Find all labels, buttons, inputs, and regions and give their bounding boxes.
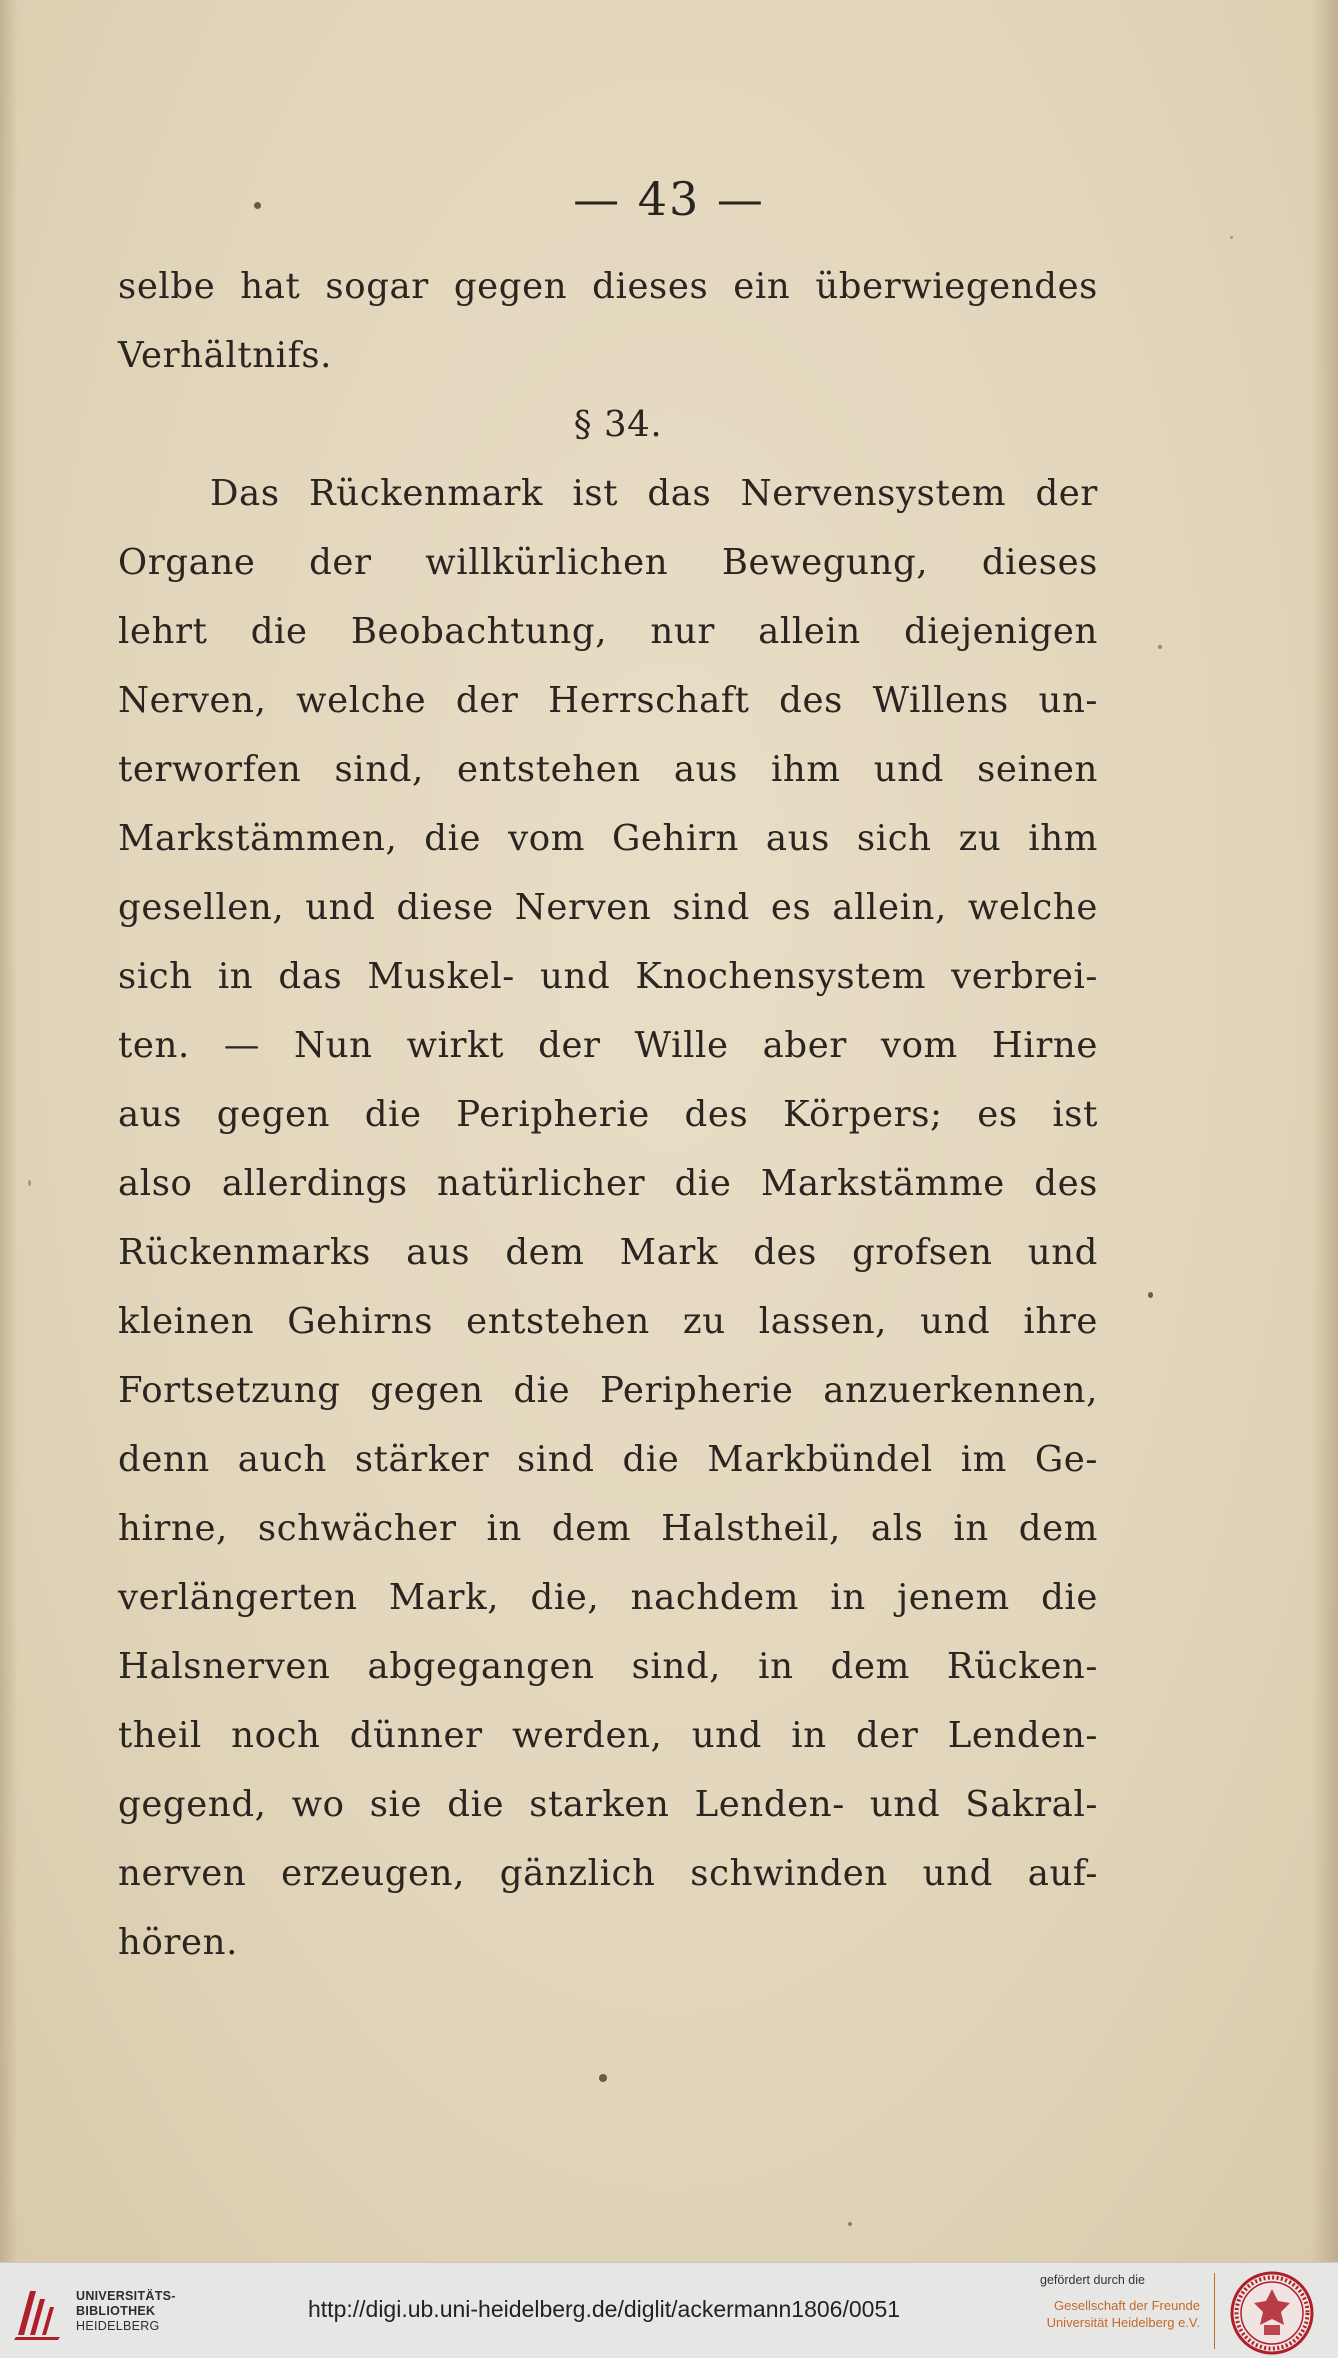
text-line: sich in das Muskel- und Knochensystem verbrei- — [118, 956, 1098, 997]
text-line: theil noch dünner werden, und in der Lenden- — [118, 1715, 1098, 1756]
text-line: Rückenmarks aus dem Mark des grofsen und — [118, 1232, 1098, 1273]
text-line: gesellen, und diese Nerven sind es allein, welche — [118, 887, 1098, 928]
text-line: selbe hat sogar gegen dieses ein überwiegendes — [118, 266, 1098, 307]
text-line: nerven erzeugen, gänzlich schwinden und auf- — [118, 1853, 1098, 1894]
text-line: lehrt die Beobachtung, nur allein diejenigen — [118, 611, 1098, 652]
library-name-line: HEIDELBERG — [76, 2319, 160, 2333]
paper-speck — [254, 202, 261, 209]
text-line: aus gegen die Peripherie des Körpers; es ist — [118, 1094, 1098, 1135]
sponsor-name-line: Gesellschaft der Freunde — [1054, 2298, 1200, 2313]
text-line: Markstämmen, die vom Gehirn aus sich zu ihm — [118, 818, 1098, 859]
text-line: Das Rückenmark ist das Nervensystem der — [210, 473, 1098, 514]
sponsor-divider — [1214, 2273, 1215, 2349]
text-line: verlängerten Mark, die, nachdem in jenem die — [118, 1577, 1098, 1618]
library-name[interactable] — [76, 2289, 176, 2334]
page-right-shadow — [1312, 0, 1338, 2262]
library-name-line: UNIVERSITÄTS- — [76, 2289, 176, 2303]
text-line: denn auch stärker sind die Markbündel im Ge- — [118, 1439, 1098, 1480]
text-line: Fortsetzung gegen die Peripherie anzuerkennen, — [118, 1370, 1098, 1411]
page-left-shadow — [0, 0, 18, 2262]
section-heading: § 34. — [573, 404, 663, 445]
permalink-url[interactable]: http://digi.ub.uni-heidelberg.de/diglit/ackermann1806/0051 — [308, 2296, 901, 2322]
paper-speck — [599, 2074, 607, 2082]
text-line: Organe der willkürlichen Bewegung, dieses — [118, 542, 1098, 583]
text-line: Nerven, welche der Herrschaft des Willens un- — [118, 680, 1098, 721]
text-line: hören. — [118, 1922, 238, 1963]
sponsor-link[interactable] — [1038, 2297, 1200, 2331]
paper-speck — [28, 1180, 31, 1186]
text-line: ten. — Nun wirkt der Wille aber vom Hirne — [118, 1025, 1098, 1066]
text-line: also allerdings natürlicher die Markstämme des — [118, 1163, 1098, 1204]
paper-speck — [1230, 236, 1233, 239]
sponsor-name-line: Universität Heidelberg e.V. — [1046, 2315, 1200, 2330]
page-number: — 43 — — [573, 172, 765, 226]
text-line: gegend, wo sie die starken Lenden- und Sakral- — [118, 1784, 1098, 1825]
text-line: Halsnerven abgegangen sind, in dem Rücken- — [118, 1646, 1098, 1687]
paper-speck — [1148, 1292, 1153, 1298]
viewer-footer — [0, 2262, 1338, 2358]
page-body-text — [118, 252, 1098, 1977]
text-line: hirne, schwächer in dem Halstheil, als in dem — [118, 1508, 1098, 1549]
text-line: Verhältnifs. — [118, 335, 333, 376]
paper-speck — [1158, 645, 1162, 649]
library-logo-icon[interactable] — [14, 2283, 68, 2341]
paper-speck — [848, 2222, 852, 2226]
text-line: terworfen sind, entstehen aus ihm und seinen — [118, 749, 1098, 790]
university-seal-icon[interactable] — [1230, 2271, 1314, 2355]
text-line: kleinen Gehirns entstehen zu lassen, und ihre — [118, 1301, 1098, 1342]
sponsor-label: gefördert durch die — [1040, 2273, 1145, 2287]
library-name-line: BIBLIOTHEK — [76, 2304, 156, 2318]
